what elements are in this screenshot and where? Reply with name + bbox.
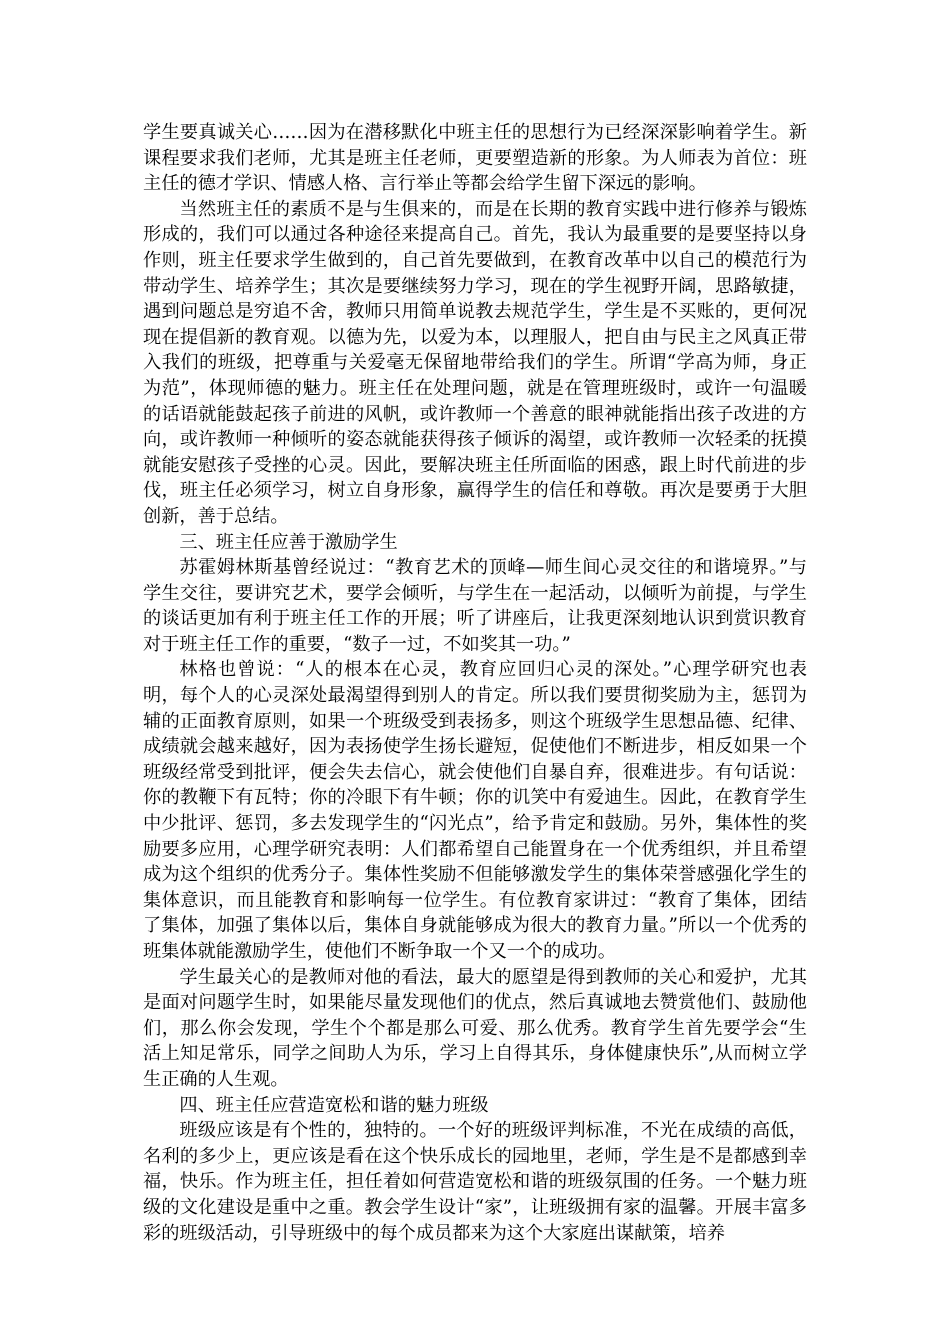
paragraph-sukhomlinsky: 苏霍姆林斯基曾经说过：“教育艺术的顶峰—师生间心灵交往的和谐境界。”与学生交往，要讲究艺术，要学会倾听，与学生在一起活动，以倾听为前提，与学生的谈话更加有利于班主任工作的开展；听了讲座后，让我更深刻地认识到赏识教育对于班主任工作的重要，“数子一过，不如奖其一功。” <box>143 557 807 655</box>
paragraph-student-concern: 学生最关心的是教师对他的看法，最大的愿望是得到教师的关心和爱护，尤其是面对问题学生时，如果能尽量发现他们的优点，然后真诚地去赞赏他们、鼓励他们，那么你会发现，学生个个都是那么可爱、那么优秀。教育学生首先要学会“生活上知足常乐，同学之间助人为乐，学习上自得其乐，身体健康快乐”,从而树立学生正确的人生观。 <box>143 966 807 1090</box>
section-heading-3: 三、班主任应善于激励学生 <box>179 531 398 553</box>
paragraph-teacher-quality: 当然班主任的素质不是与生俱来的，而是在长期的教育实践中进行修养与锻炼形成的，我们可以通过各种途径来提高自己。首先，我认为最重要的是要坚持以身作则，班主任要求学生做到的，自己首先要做到，在教育改革中以自己的模范行为带动学生、培养学生；其次是要继续努力学习，现在的学生视野开阔，思路敏捷，遇到问题总是穷追不舍，教师只用简单说教去规范学生，学生是不买账的，更何况现在提倡新的教育观。以德为先，以爱为本，以理服人，把自由与民主之风真正带入我们的班级，把尊重与关爱毫无保留地带给我们的学生。所谓“学高为师，身正为范”，体现师德的魅力。班主任在处理问题，就是在管理班级时，或许一句温暖的话语就能鼓起孩子前进的风帆，或许教师一个善意的眼神就能指出孩子改进的方向，或许教师一种倾听的姿态就能获得孩子倾诉的渴望，或许教师一次轻柔的抚摸就能安慰孩子受挫的心灵。因此，要解决班主任所面临的困惑，跟上时代前进的步伐，班主任必须学习，树立自身形象，赢得学生的信任和尊敬。再次是要勇于大胆创新，善于总结。 <box>143 198 807 527</box>
paragraph-class-atmosphere: 班级应该是有个性的，独特的。一个好的班级评判标准，不光在成绩的高低，名利的多少上，更应该是看在这个快乐成长的园地里，老师，学生是不是都感到幸福，快乐。作为班主任，担任着如何营造宽松和谐的班级氛围的任务。一个魅力班级的文化建设是重中之重。教会学生设计“家”，让班级拥有家的温馨。开展丰富多彩的班级活动，引导班级中的每个成员都来为这个大家庭出谋献策，培养 <box>143 1120 807 1244</box>
paragraph-linge: 林格也曾说：“人的根本在心灵，教育应回归心灵的深处。”心理学研究也表明，每个人的心灵深处最渴望得到别人的肯定。所以我们要贯彻奖励为主，惩罚为辅的正面教育原则，如果一个班级受到表扬多，则这个班级学生思想品德、纪律、成绩就会越来越好，因为表扬使学生扬长避短，促使他们不断进步，相反如果一个班级经常受到批评，便会失去信心，就会使他们自暴自弃，很难进步。有句话说：你的教鞭下有瓦特；你的冷眼下有牛顿；你的讥笑中有爱迪生。因此，在教育学生中少批评、惩罚，多去发现学生的“闪光点”，给予肯定和鼓励。另外，集体性的奖励要多应用，心理学研究表明：人们都希望自己能置身在一个优秀组织，并且希望成为这个组织的优秀分子。集体性奖励不但能够激发学生的集体荣誉感强化学生的集体意识，而且能教育和影响每一位学生。有位教育家讲过：“教育了集体，团结了集体，加强了集体以后，集体自身就能够成为很大的教育力量。”所以一个优秀的班集体就能激励学生，使他们不断争取一个又一个的成功。 <box>143 659 807 962</box>
document-page <box>143 120 807 1246</box>
paragraph-continuation: 学生要真诚关心……因为在潜移默化中班主任的思想行为已经深深影响着学生。新课程要求我们老师，尤其是班主任老师，更要塑造新的形象。为人师表为首位：班主任的德才学识、情感人格、言行举止等都会给学生留下深远的影响。 <box>143 122 807 195</box>
section-heading-4: 四、班主任应营造宽松和谐的魅力班级 <box>179 1094 489 1116</box>
